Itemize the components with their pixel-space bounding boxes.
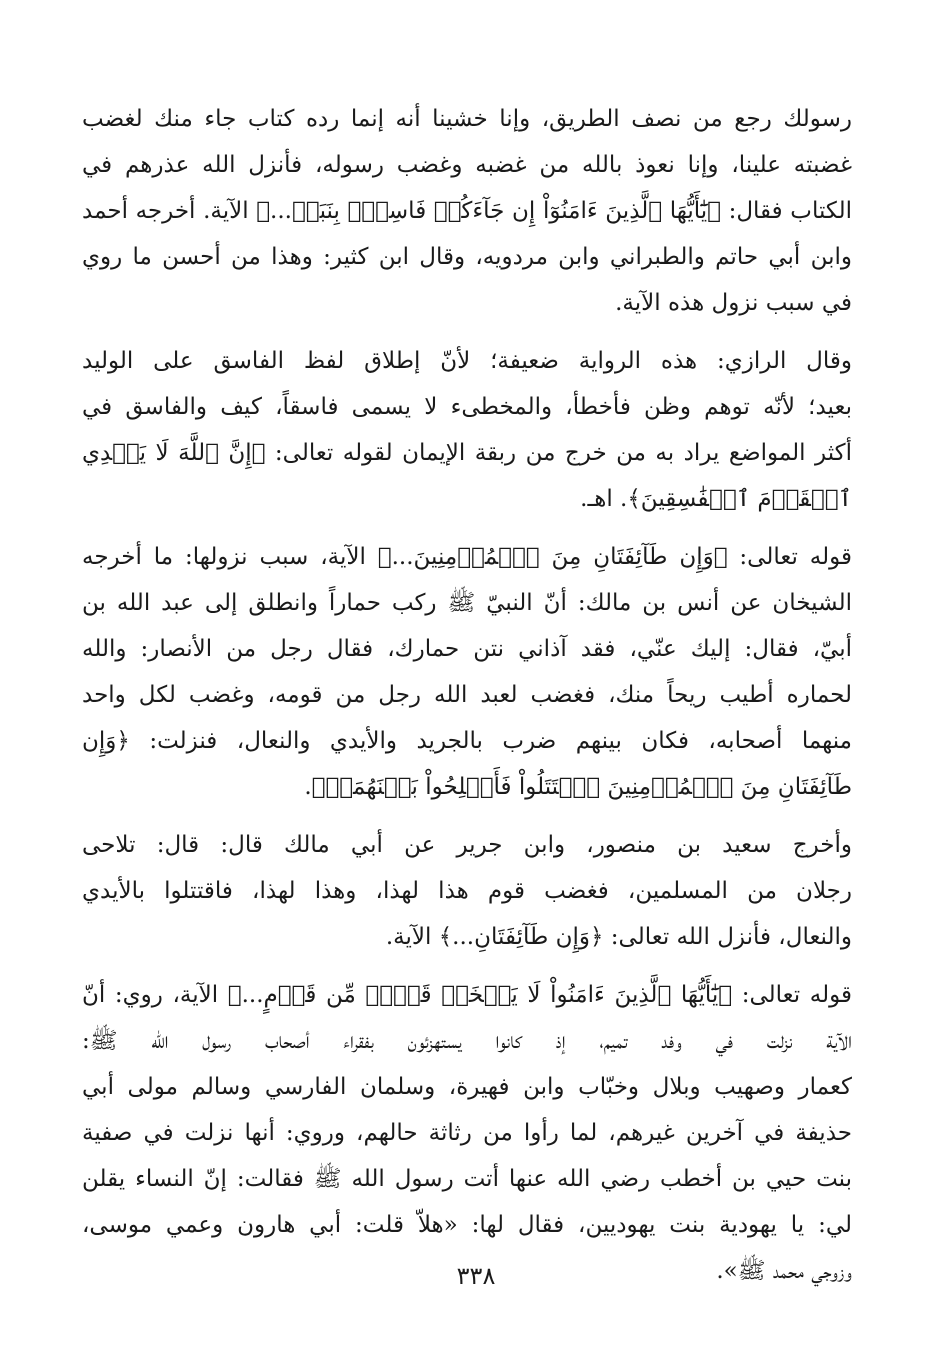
text-line: منهما أصحابه، فكان بينهم ضرب بالجريد والأيدي والنعال، فنزلت: ﴿وَإِن [82, 728, 852, 754]
paragraph-4 [82, 822, 852, 960]
text-line: بنت حيي بن أخطب رضي الله عنها أتت رسول الله ﷺ فقالت: إنّ النساء يقلن [82, 1166, 852, 1192]
text-line: قوله تعالى: ﴿يَٰٓأَيُّهَا ٱلَّذِينَ ءَامَنُواْ لَا يَسۡخَرۡ قَوۡمٞ مِّن قَوۡمٍ...﴾ الآية، روي: أنّ [82, 982, 852, 1008]
text-line: بعيد؛ لأنّه توهم وظن فأخطأ، والمخطىء لا يسمى فاسقاً، كيف والفاسق في [82, 394, 852, 420]
paragraph-1 [82, 96, 852, 326]
text-line: طَآئِفَتَانِ مِنَ ٱلۡمُؤۡمِنِينَ ٱقۡتَتَلُواْ فَأَصۡلِحُواْ بَيۡنَهُمَاۖ﴾. [304, 774, 852, 800]
text-line: قوله تعالى: ﴿وَإِن طَآئِفَتَانِ مِنَ ٱلۡمُؤۡمِنِينَ...﴾ الآية، سبب نزولها: ما أخرجه [82, 544, 852, 570]
text-line: والنعال، فأنزل الله تعالى: ﴿وَإِن طَآئِفَتَانِ...﴾ الآية. [385, 924, 852, 950]
text-line: وزوجي محمد ﷺ». [716, 1258, 852, 1284]
text-line: وقال الرازي: هذه الرواية ضعيفة؛ لأنّ إطلاق لفظ الفاسق على الوليد [82, 348, 852, 374]
text-line: أبيّ، فقال: إليك عنّي، فقد آذاني نتن حمارك، فقال رجل من الأنصار: والله [82, 636, 852, 662]
page-text [82, 96, 852, 1306]
text-line: غضبته علينا، وإنا نعوذ بالله من غضبه وغضب رسوله، فأنزل الله عذرهم في [82, 152, 852, 178]
text-line: حذيفة في آخرين غيرهم، لما رأوا من رثاثة حالهم، وروي: أنها نزلت في صفية [82, 1120, 852, 1146]
text-line: وابن أبي حاتم والطبراني وابن مردويه، وقال ابن كثير: وهذا من أحسن ما روي [82, 244, 852, 270]
paragraph-3 [82, 534, 852, 810]
paragraph-2 [82, 338, 852, 522]
text-line: ٱلۡقَوۡمَ ٱلۡفَٰسِقِينَ﴾. اهـ. [580, 486, 852, 512]
paragraph-5 [82, 972, 852, 1294]
text-line: لحماره أطيب ريحاً منك، فغضب لعبد الله رجل من قومه، وغضب لكل واحد [82, 682, 852, 708]
text-line: لي: يا يهودية بنت يهوديين، فقال لها: «هلاّ قلت: أبي هارون وعمي موسى، [82, 1212, 852, 1238]
text-line: رجلان من المسلمين، فغضب قوم هذا لهذا، وهذا لهذا، فاقتتلوا بالأيدي [82, 878, 852, 904]
text-line: في سبب نزول هذه الآية. [615, 290, 852, 316]
text-line: الآية نزلت في وفد تميم، إذ كانوا يستهزئون بفقراء أصحاب رسول الله ﷺ: [82, 1028, 852, 1054]
text-line: كعمار وصهيب وبلال وخبّاب وابن فهيرة، وسلمان الفارسي وسالم مولى أبي [82, 1074, 852, 1100]
text-line: أكثر المواضع يراد به من خرج من ربقة الإيمان لقوله تعالى: ﴿إِنَّ ٱللَّهَ لَا يَهۡدِي [82, 440, 852, 466]
text-line: وأخرج سعيد بن منصور، وابن جرير عن أبي مالك قال: قال: تلاحى [82, 832, 852, 858]
text-line: الكتاب فقال: ﴿يَٰٓأَيُّهَا ٱلَّذِينَ ءَامَنُوٓاْ إِن جَآءَكُمۡ فَاسِقُۢ بِنَبَإٖ...﴾ الآية. أخرجه أحمد [82, 198, 852, 224]
text-line: رسولك رجع من نصف الطريق، وإنا خشينا أنه إنما رده كتاب جاء منك لغضب [82, 106, 852, 132]
text-line: الشيخان عن أنس بن مالك: أنّ النبيّ ﷺ ركب حماراً وانطلق إلى عبد الله بن [82, 590, 852, 616]
page-number: ٣٣٨ [456, 1262, 496, 1290]
